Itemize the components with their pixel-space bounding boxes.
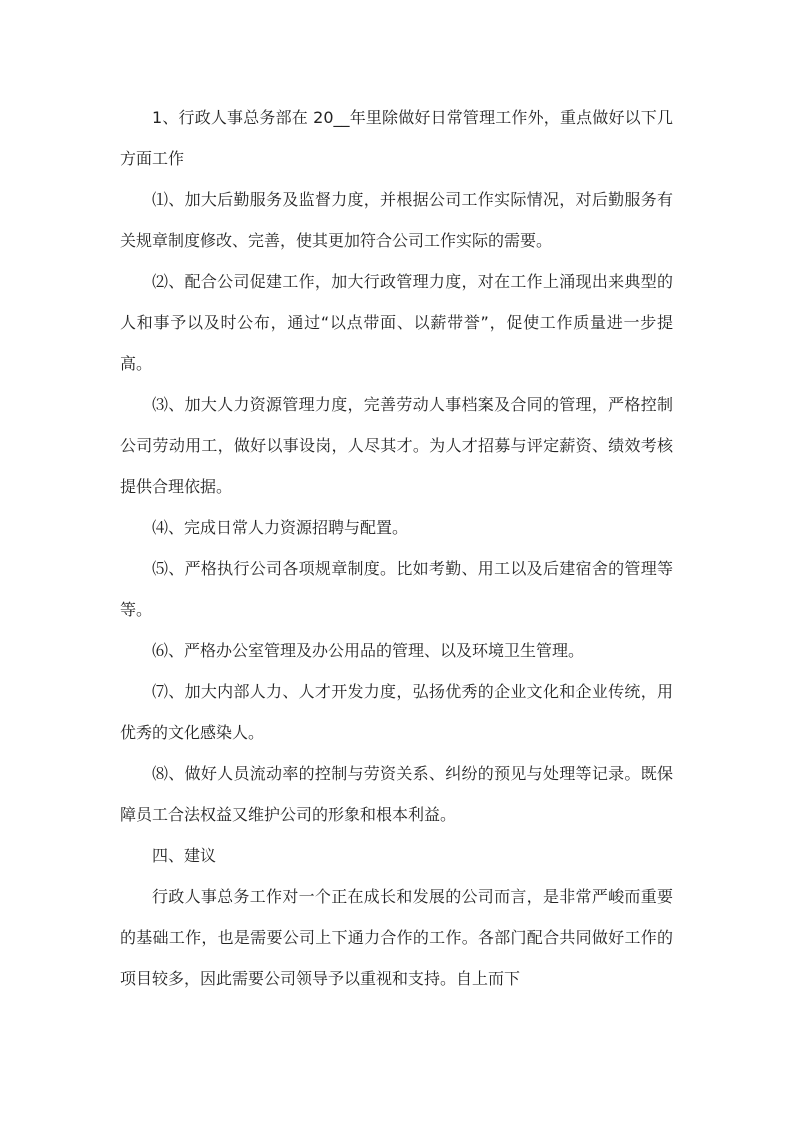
paragraph-item-4: ⑷、完成日常人力资源招聘与配置。	[152, 518, 409, 537]
paragraph-suggestions: 行政人事总务工作对一个正在成长和发展的公司而言，是非常严峻而重要的基础工作，也是需要公司上下通力合作的工作。各部门配合共同做好工作的项目较多，因此需要公司领导予以重视和支持。自上而下	[120, 887, 673, 988]
paragraph-item-3: ⑶、加大人力资源管理力度，完善劳动人事档案及合同的管理，严格控制公司劳动用工，做好以事设岗，人尽其才。为人才招募与评定薪资、绩效考核提供合理依据。	[120, 395, 673, 496]
paragraph-item-6: ⑹、严格办公室管理及办公用品的管理、以及环境卫生管理。	[152, 641, 585, 660]
paragraph-item-1: ⑴、加大后勤服务及监督力度，并根据公司工作实际情况，对后勤服务有关规章制度修改、完善，使其更加符合公司工作实际的需要。	[120, 190, 673, 250]
paragraph-item-5: ⑸、严格执行公司各项规章制度。比如考勤、用工以及后建宿舍的管理等等。	[120, 559, 673, 619]
paragraph-item-2: ⑵、配合公司促建工作，加大行政管理力度，对在工作上涌现出来典型的人和事予以及时公布，通过“以点带面、以薪带誉”，促使工作质量进一步提高。	[120, 272, 673, 373]
document-body	[120, 97, 673, 999]
paragraph-item-8: ⑻、做好人员流动率的控制与劳资关系、纠纷的预见与处理等记录。既保障员工合法权益又维护公司的形象和根本利益。	[120, 764, 673, 824]
paragraph-item-7: ⑺、加大内部人力、人才开发力度，弘扬优秀的企业文化和企业传统，用优秀的文化感染人。	[120, 682, 673, 742]
section-heading-suggestions: 四、建议	[152, 846, 217, 865]
paragraph-key-work: 1、行政人事总务部在 20__年里除做好日常管理工作外，重点做好以下几方面工作	[120, 108, 673, 168]
